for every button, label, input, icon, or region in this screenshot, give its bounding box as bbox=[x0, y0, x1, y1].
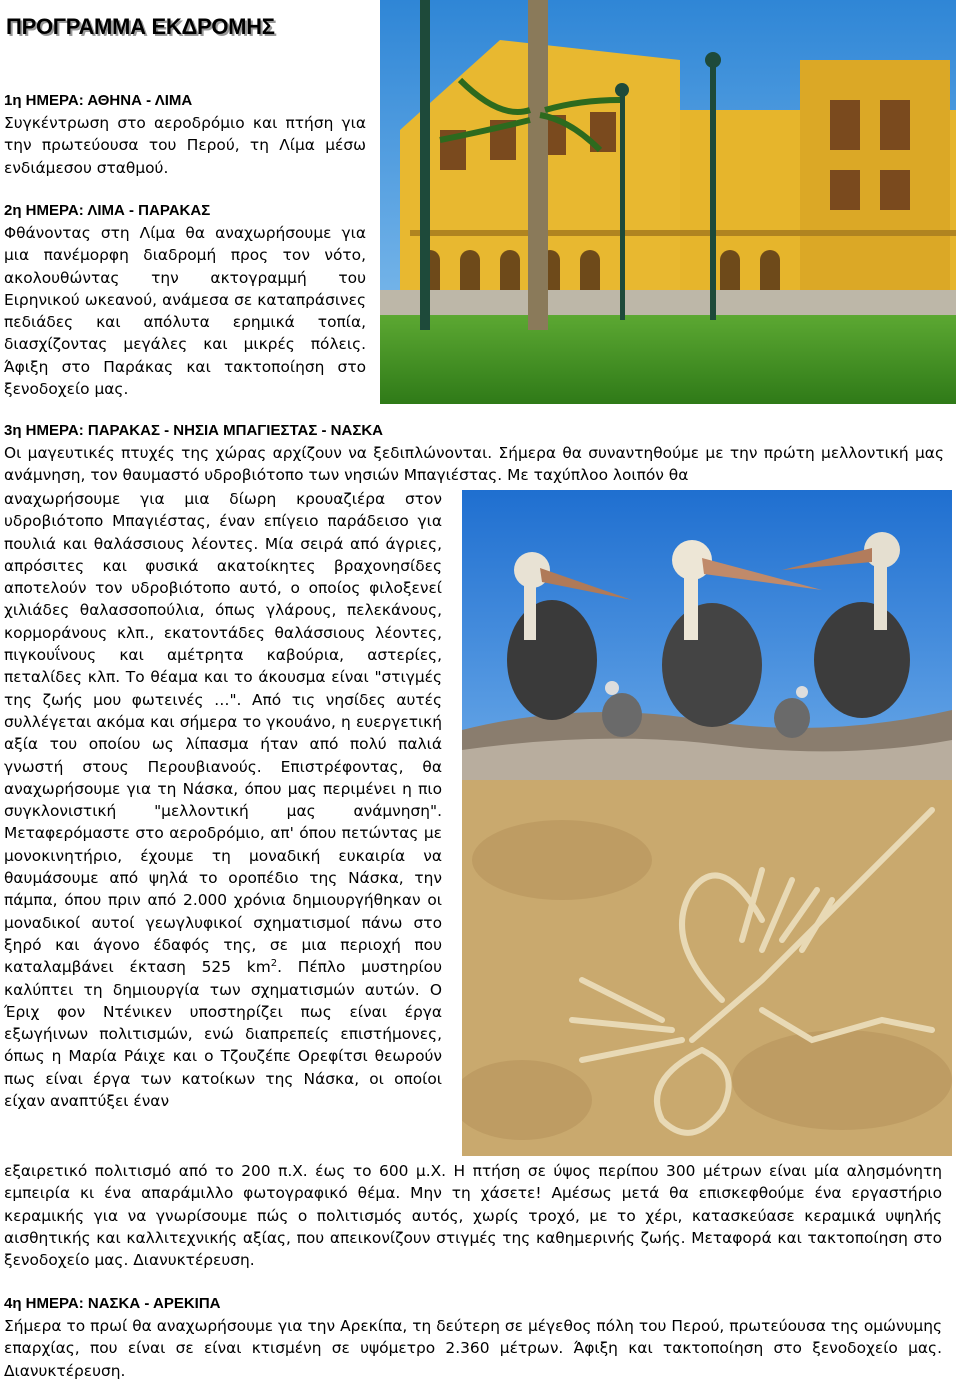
day2-section bbox=[4, 200, 366, 400]
nazca-hummingbird-illustration bbox=[462, 780, 952, 1156]
lima-plaza-illustration bbox=[380, 0, 956, 404]
lima-plaza-photo bbox=[380, 0, 956, 404]
day2-heading: 2η ΗΜΕΡΑ: ΛΙΜΑ - ΠΑΡΑΚΑΣ bbox=[4, 202, 211, 219]
day3-column-b: . Πέπλο μυστηρίου καλύπτει τη δημιουργία των σχηματισμών αυτών. Ο Έριχ φον Ντένικεν υποστηρίζει πως είναι έργα εξωγήινων πολιτισμών, ενώ διαπρεπείς επιστήμονες, όπως η Μαρία Ράιχε και ο Τζουζέπε Ορεφίτσι θεωρούν πως είναι έργα των κατοίκων της Νάσκα, οι οποίοι είχαν αναπτύξει έναν bbox=[4, 958, 442, 1111]
day3-column-a: αναχωρήσουμε για μια δίωρη κρουαζιέρα στον υδροβιότοπο Μπαγιέστας, έναν επίγειο παράδεισο για πουλιά και θαλάσσιους λέοντες. Μία σειρά από άγριες, απρόσιτες και φυσικά ακατοίκητες βραχονησίδες αποτελούν τον υδροβιότοπο αυτό, ο οποίος φιλοξενεί χιλιάδες θαλασσοπούλια, όπως γλάρους, πελεκάνους, κορμοράνους κλπ., εκατοντάδες θαλάσσιους λέοντες, πιγκουΐνους και αμέτρητα καβούρια, αστερίες, πεταλίδες κλπ. Το θέαμα και το άκουσμα είναι "στιγμές της ζωής μου φωτεινές …". Από τις νησίδες αυτές συλλέγεται ακόμα και σήμερα το γκουάνο, η ευεργετική αξία του οποίου ως λίπασμα ήταν από πολύ παλιά γνωστή στους Περουβιανούς. Επιστρέφοντας, θα αναχωρήσουμε για τη Νάσκα, όπου μας περιμένει η πιο συγκλονιστική "μελλοντική μας ανάμνηση". Μεταφερόμαστε στο αεροδρόμιο, απ' όπου πετώντας με μονοκινητήριο, έχουμε τη μοναδική ευκαιρία να θαυμάσουμε από ψηλά το οροπέδιο της Νάσκα, την πάμπα, όπου πριν από 2.000 χρόνια δημιουργήθηκαν οι μοναδικοί αυτοί γεωγλυφικοί σχηματισμοί πάνω στο ξηρό και άγονο έδαφός της, σε μια περιοχή που καταλαμβάνει έκταση 525 km bbox=[4, 490, 442, 977]
day4-text: Σήμερα το πρωί θα αναχωρήσουμε για την Αρεκίπα, τη δεύτερη σε μέγεθος πόλη του Περού, πρωτεύουσα της ομώνυμης επαρχίας, που είναι σε είναι κτισμένη σε υψόμετρο 2.360 μέτρων. Άφιξη και τακτοποίηση στο ξενοδοχείο μας. Διανυκτέρευση. bbox=[4, 1317, 942, 1380]
day3-continuation bbox=[4, 1160, 942, 1271]
day3-column bbox=[4, 488, 442, 1112]
day1-heading: 1η ΗΜΕΡΑ: ΑΘΗΝΑ - ΛΙΜΑ bbox=[4, 92, 193, 109]
page-title: ΠΡΟΓΡΑΜΜΑ ΕΚΔΡΟΜΗΣ bbox=[6, 14, 275, 39]
day3-intro: Οι μαγευτικές πτυχές της χώρας αρχίζουν να ξεδιπλώνονται. Σήμερα θα συναντηθούμε με την πρώτη μελλοντική μας ανάμνηση, τον θαυμαστό υδροβιότοπο των νησιών Μπαγιέστας. Με ταχύπλοο λοιπόν θα bbox=[4, 444, 944, 485]
day3-heading: 3η ΗΜΕΡΑ: ΠΑΡΑΚΑΣ - ΝΗΣΙΑ ΜΠΑΓΙΕΣΤΑΣ - ΝΑΣΚΑ bbox=[4, 422, 384, 439]
nazca-lines-photo bbox=[462, 780, 952, 1156]
day4-heading: 4η ΗΜΕΡΑ: ΝΑΣΚΑ - ΑΡΕΚΙΠΑ bbox=[4, 1295, 221, 1312]
day4-section bbox=[4, 1293, 942, 1382]
day3-column-text bbox=[4, 488, 442, 1112]
day3-section-header bbox=[4, 420, 944, 487]
pelicans-photo bbox=[462, 490, 952, 780]
day2-text: Φθάνοντας στη Λίμα θα αναχωρήσουμε για μια πανέμορφη διαδρομή προς τον νότο, ακολουθώντας την ακτογραμμή του Ειρηνικού ωκεανού, ανάμεσα σε καταπράσινες πεδιάδες και απόλυτα ερημικά τοπία, διασχίζοντας μεγάλες και μικρές πόλεις. Άφιξη στο Παράκας και τακτοποίηση στο ξενοδοχείο μας. bbox=[4, 224, 366, 399]
day3-continuation-text: εξαιρετικό πολιτισμό από το 200 π.Χ. έως το 600 μ.Χ. Η πτήση σε ύψος περίπου 300 μέτρων είναι μία αλησμόνητη εμπειρία κι ένα απαράμιλλο φωτογραφικό θέμα. Μην τη χάσετε! Αμέσως μετά θα επισκεφθούμε ένα εργαστήριο κεραμικής για να γνωρίσουμε πώς ο πολιτισμός αυτός, χωρίς τροχό, με το χέρι, κατασκεύασε κεραμικά υψηλής αισθητικής και καλλιτεχνικής αξίας, που απεικονίζουν στιγμές της καθημερινής ζωής. Μεταφορά και τακτοποίηση στο ξενοδοχείο μας. Διανυκτέρευση. bbox=[4, 1162, 942, 1270]
area-unit-superscript: 2 bbox=[270, 958, 278, 970]
pelicans-illustration bbox=[462, 490, 952, 780]
day1-text: Συγκέντρωση στο αεροδρόμιο και πτήση για την πρωτεύουσα του Περού, τη Λίμα μέσω ενδιάμεσου σταθμού. bbox=[4, 114, 366, 177]
day1-section bbox=[4, 90, 366, 179]
